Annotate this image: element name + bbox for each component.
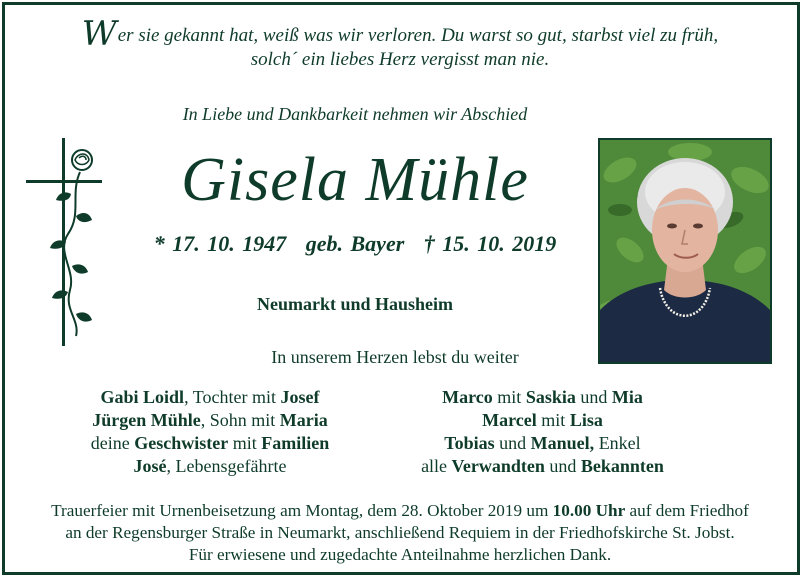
service-line-1: Trauerfeier mit Urnenbeisetzung am Montag, dem 28. Oktober 2019 um 10.00 Uhr auf dem Friedhof: [51, 501, 749, 520]
death-date: † 15. 10. 2019: [423, 231, 557, 256]
family-line: alle Verwandten und Bekannten: [421, 456, 664, 476]
farewell-intro: In Liebe und Dankbarkeit nehmen wir Abschied: [182, 104, 528, 124]
service-line-2: an der Regensburger Straße in Neumarkt, anschließend Requiem in der Friedhofskirche St. Jobst.: [65, 523, 735, 542]
service-line-3: Für erwiesene und zugedachte Anteilnahme herzlichen Dank.: [188, 545, 612, 564]
verse-initial: W: [81, 14, 117, 54]
family-line: Jürgen Mühle, Sohn mit Maria: [92, 410, 328, 430]
deceased-name: Gisela Mühle: [181, 146, 529, 214]
birth-date: * 17. 10. 1947: [153, 231, 287, 256]
family-line: José, Lebensgefährte: [133, 456, 287, 476]
cross-with-rose-icon: [20, 134, 110, 350]
family-list-left: [40, 386, 380, 478]
motto: In unserem Herzen lebst du weiter: [271, 347, 519, 367]
service-notice: [10, 500, 790, 566]
life-dates: [100, 231, 610, 257]
verse-line-2: solch´ ein liebes Herz vergisst man nie.: [250, 49, 550, 70]
memorial-verse: [60, 14, 740, 72]
maiden-name: geb. Bayer: [305, 231, 405, 256]
residence-place: Neumarkt und Hausheim: [256, 294, 454, 314]
family-list-right: [395, 386, 690, 478]
family-line: deine Geschwister mit Familien: [90, 433, 330, 453]
family-line: Marco mit Saskia und Mia: [442, 387, 643, 407]
portrait-photo: [598, 138, 772, 364]
family-line: Marcel mit Lisa: [482, 410, 603, 430]
family-line: Tobias und Manuel, Enkel: [444, 433, 641, 453]
verse-line-1: er sie gekannt hat, weiß was wir verloren. Du warst so gut, starbst viel zu früh,: [117, 25, 719, 46]
family-line: Gabi Loidl, Tochter mit Josef: [100, 387, 320, 407]
